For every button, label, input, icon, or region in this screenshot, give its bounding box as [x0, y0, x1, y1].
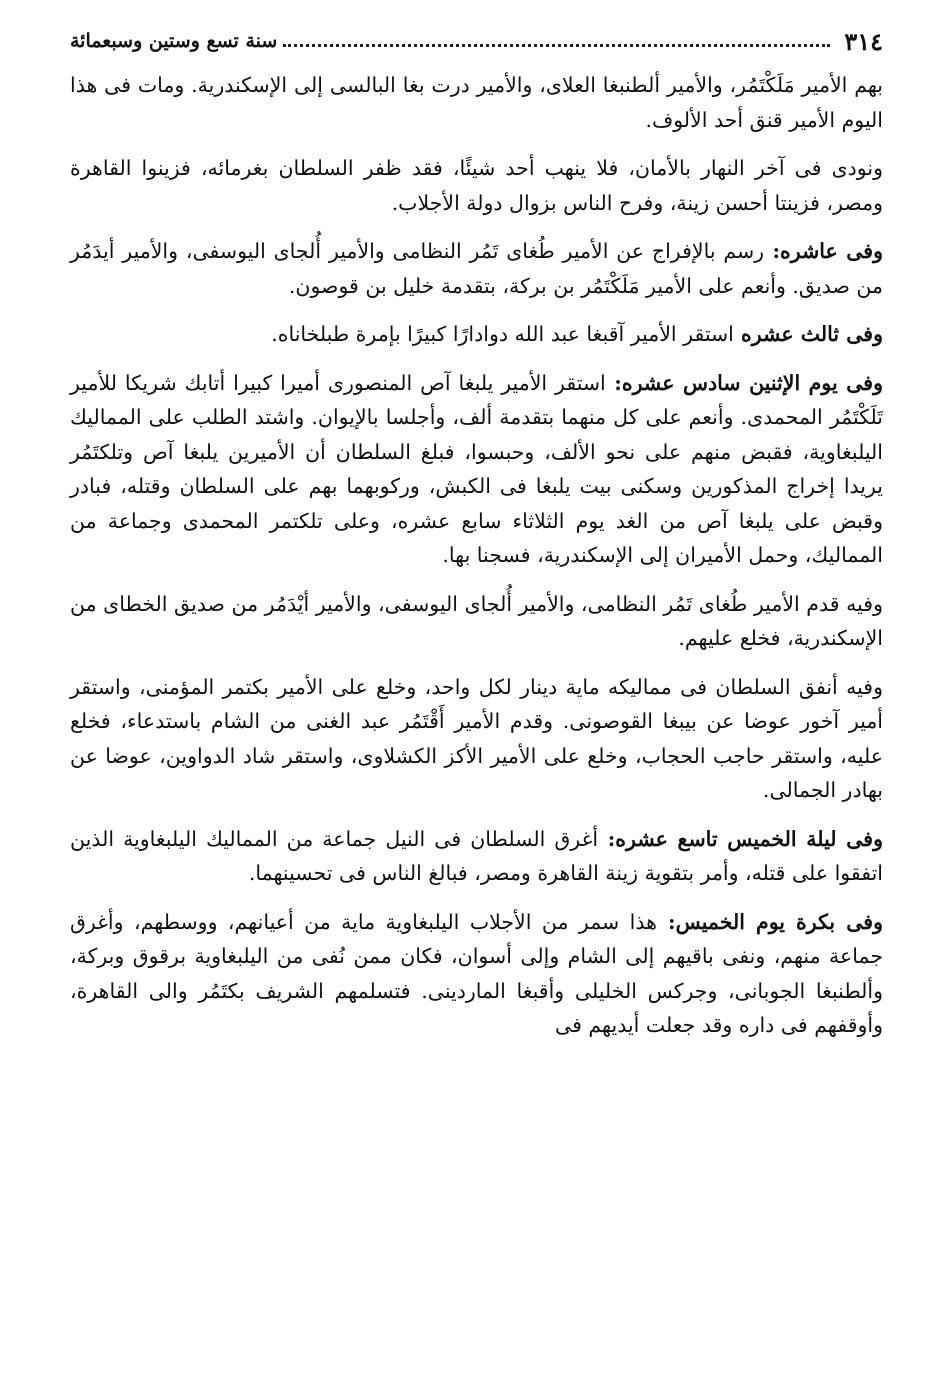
paragraph-lead: وفى يوم الإثنين سادس عشره:	[605, 370, 883, 395]
paragraph-lead: وفى ليلة الخميس تاسع عشره:	[598, 826, 883, 851]
paragraph-text: أغرق السلطان فى النيل جماعة من المماليك اليلبغاوية الذين اتفقوا على قتله، وأمر بتقوية زينة القاهرة ومصر، فبالغ الناس فى تحسينهما.	[70, 826, 883, 885]
paragraph-6	[70, 587, 883, 656]
paragraph-lead: وفى عاشره:	[764, 239, 883, 263]
dotted-leader	[283, 44, 830, 47]
paragraph-3	[70, 234, 883, 303]
paragraph-7	[70, 670, 883, 808]
paragraph-text: استقر الأمير يلبغا آص المنصورى أميرا كبيرا أتابك شريكا للأمير تَلَكْتَمُر المحمدى. وأنعم على كل منهما بتقدمة ألف، وأجلسا بالإيوان. واشتد الطلب على المماليك اليلبغاوية، فقبض منهم على نحو الألف، وحبسوا، فبلغ السلطان أن الأميرين يلبغا آص وتلكتَمُر يريدا إخراج المذكورين وسكنى بيت يلبغا فى الكبش، وركوبهما بهم على السلطان وقتله، فبادر وقبض على يلبغا آص من الغد يوم الثلاثاء سابع عشره، وعلى تلكتمر المحمدى وجماعة من المماليك، وحمل الأميران إلى الإسكندرية، فسجنا بها.	[70, 370, 883, 567]
page-number: ٣١٤	[844, 26, 883, 56]
running-head	[70, 22, 883, 60]
paragraph-lead: وفى بكرة يوم الخميس:	[656, 909, 883, 934]
paragraph-text: استقر الأمير آقبغا عبد الله دوادارًا كبيرًا بإمرة طبلخاناه.	[271, 322, 734, 346]
paragraph-text: هذا سمر من الأجلاب اليلبغاوية ماية من أعيانهم، ووسطهم، وأغرق جماعة منهم، ونفى باقيهم إلى الشام وإلى أسوان، فكان ممن نُفى من اليلبغاوية برقوق وبركة، وألطنبغا الجوبانى، وجركس الخليلى وأقبغا الماردينى. فتسلمهم الشريف بكتَمُر والى القاهرة، وأوقفهم فى داره وقد جعلت أيديهم فى	[70, 909, 883, 1037]
paragraph-1	[70, 68, 883, 137]
paragraph-9	[70, 905, 883, 1043]
paragraph-4	[70, 317, 883, 352]
paragraph-text: وفيه أنفق السلطان فى مماليكه ماية دينار لكل واحد، وخلع على الأمير بكتمر المؤمنى، واستقر أمير آخور عوضا عن بيبغا القوصونى. وقدم الأمير أَقْتَمُر عبد الغنى من الشام باستدعاء، فخلع عليه، واستقر حاجب الحجاب، وخلع على الأمير الأكز الكشلاوى، واستقر شاد الدواوين، عوضا عن بهادر الجمالى.	[70, 674, 883, 802]
page-body	[70, 68, 883, 1043]
paragraph-8	[70, 822, 883, 891]
paragraph-text: بهم الأمير مَلَكْتَمُر، والأمير ألطنبغا العلاى، والأمير درت بغا البالسى إلى الإسكندرية. ومات فى هذا اليوم الأمير قنق أحد الألوف.	[70, 73, 883, 132]
paragraph-5	[70, 366, 883, 573]
running-title: سنة تسع وستين وسبعمائة	[70, 30, 278, 52]
paragraph-text: ونودى فى آخر النهار بالأمان، فلا ينهب أحد شيئًا، فقد ظفر السلطان بغرمائه، فزينوا القاهرة ومصر، فزينتا أحسن زينة، وفرح الناس بزوال دولة الأجلاب.	[70, 156, 883, 215]
paragraph-text: رسم بالإفراج عن الأمير طُغاى تَمُر النظامى والأمير أُلجاى اليوسفى، والأمير أيدَمُر من صديق. وأنعم على الأمير مَلَكْتَمُر بن بركة، بتقدمة خليل بن قوصون.	[70, 239, 883, 298]
paragraph-2	[70, 151, 883, 220]
paragraph-lead: وفى ثالث عشره	[733, 322, 883, 346]
paragraph-text: وفيه قدم الأمير طُغاى تَمُر النظامى، والأمير أُلجاى اليوسفى، والأمير أيْدَمُر من صديق الخطاى من الإسكندرية، فخلع عليهم.	[70, 591, 883, 650]
